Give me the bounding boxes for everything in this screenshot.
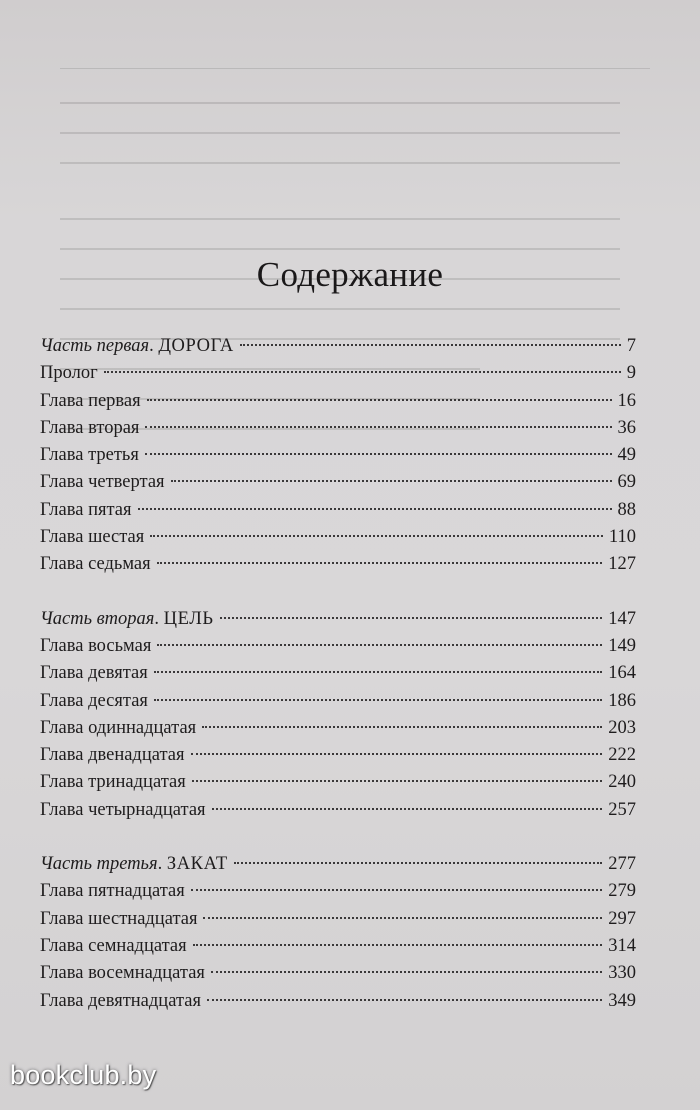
chapter-entry[interactable] [40,524,636,551]
chapter-label: Глава четырнадцатая [40,799,206,820]
page-number: 110 [608,527,636,548]
leader-dots [157,562,603,564]
leader-dots [191,753,603,755]
leader-dots [171,480,612,482]
chapter-label: Глава третья [40,445,139,466]
part-heading[interactable]: Часть вторая. ЦЕЛЬ 147 [40,606,636,633]
chapter-label: Глава пятая [40,499,132,520]
page-number: 349 [608,990,636,1011]
leader-dots [147,399,612,401]
page-number: 297 [608,908,636,929]
part-heading[interactable]: Часть третья. ЗАКАТ 277 [40,851,636,878]
chapter-entry[interactable] [40,769,636,796]
page-number: 127 [608,554,636,575]
part-prefix: Часть первая [40,336,150,356]
page-number: 257 [608,799,636,820]
leader-dots [150,535,603,537]
chapter-label: Глава тринадцатая [40,772,186,793]
chapter-entry[interactable] [40,633,636,660]
part-name: ЗАКАТ [166,854,228,875]
part-prefix: Часть третья [40,854,158,875]
page-number: 9 [626,363,636,384]
chapter-label: Глава десятая [40,690,148,711]
chapter-label: Глава восемнадцатая [40,963,205,984]
leader-dots [192,780,603,782]
chapter-label: Глава первая [40,390,141,411]
leader-dots [145,453,612,455]
page-number: 203 [608,717,636,738]
leader-dots [138,508,612,510]
section-gap [40,824,636,851]
chapter-label: Глава восьмая [40,635,152,656]
leader-dots [202,726,602,728]
chapter-entry[interactable] [40,360,636,387]
page-number: 149 [608,635,636,656]
page-number: 7 [626,336,636,356]
chapter-entry[interactable] [40,388,636,415]
chapter-entry[interactable] [40,688,636,715]
page-number: 222 [608,745,636,766]
page-number: 16 [617,390,636,411]
chapter-entry[interactable] [40,551,636,578]
chapter-label: Глава пятнадцатая [40,881,185,902]
chapter-label: Глава вторая [40,417,140,438]
chapter-entry[interactable] [40,469,636,496]
part-name: ДОРОГА [158,336,234,356]
chapter-entry[interactable] [40,878,636,905]
chapter-entry[interactable] [40,797,636,824]
page-number: 88 [617,499,636,520]
part-prefix: Часть вторая [40,608,155,629]
part-name: ЦЕЛЬ [163,608,214,629]
page-number: 36 [617,417,636,438]
leader-dots [145,426,611,428]
chapter-entry[interactable] [40,660,636,687]
page-number: 186 [608,690,636,711]
leader-dots [104,371,621,373]
page-title: Содержание [256,255,444,294]
chapter-label: Глава девятая [40,663,148,684]
part-heading[interactable]: Часть первая. ДОРОГА 7 [40,333,636,360]
leader-dots [193,944,603,946]
chapter-label: Глава шестая [40,527,145,548]
chapter-label: Пролог [40,363,98,384]
page-number: 69 [617,472,636,493]
leader-dots [191,889,602,891]
chapter-label: Глава одиннадцатая [40,717,197,738]
chapter-label: Глава шестнадцатая [40,908,198,929]
page-number: 279 [608,881,636,902]
chapter-label: Глава двенадцатая [40,745,185,766]
chapter-entry[interactable] [40,497,636,524]
leader-dots [203,917,602,919]
chapter-entry[interactable] [40,988,636,1015]
chapter-entry[interactable] [40,742,636,769]
leader-dots [212,808,603,810]
chapter-entry[interactable] [40,933,636,960]
page-number: 164 [608,663,636,684]
leader-dots [240,344,621,346]
site-watermark: bookclub.by [10,1060,157,1090]
chapter-entry[interactable] [40,715,636,742]
leader-dots [157,644,602,646]
leader-dots [211,971,602,973]
page-number: 277 [608,854,636,875]
chapter-entry[interactable] [40,906,636,933]
page-number: 330 [608,963,636,984]
leader-dots [154,699,602,701]
page-number: 240 [608,772,636,793]
chapter-label: Глава девятнадцатая [40,990,201,1011]
chapter-label: Глава семнадцатая [40,935,187,956]
page-number: 147 [608,608,636,629]
chapter-entry[interactable] [40,442,636,469]
chapter-label: Глава четвертая [40,472,165,493]
table-of-contents [40,333,636,1015]
page-number: 314 [608,935,636,956]
leader-dots [220,617,603,619]
chapter-label: Глава седьмая [40,554,151,575]
leader-dots [154,671,603,673]
page-number: 49 [617,445,636,466]
leader-dots [234,862,602,864]
section-gap [40,579,636,606]
chapter-entry[interactable] [40,415,636,442]
chapter-entry[interactable] [40,960,636,987]
leader-dots [207,999,602,1001]
